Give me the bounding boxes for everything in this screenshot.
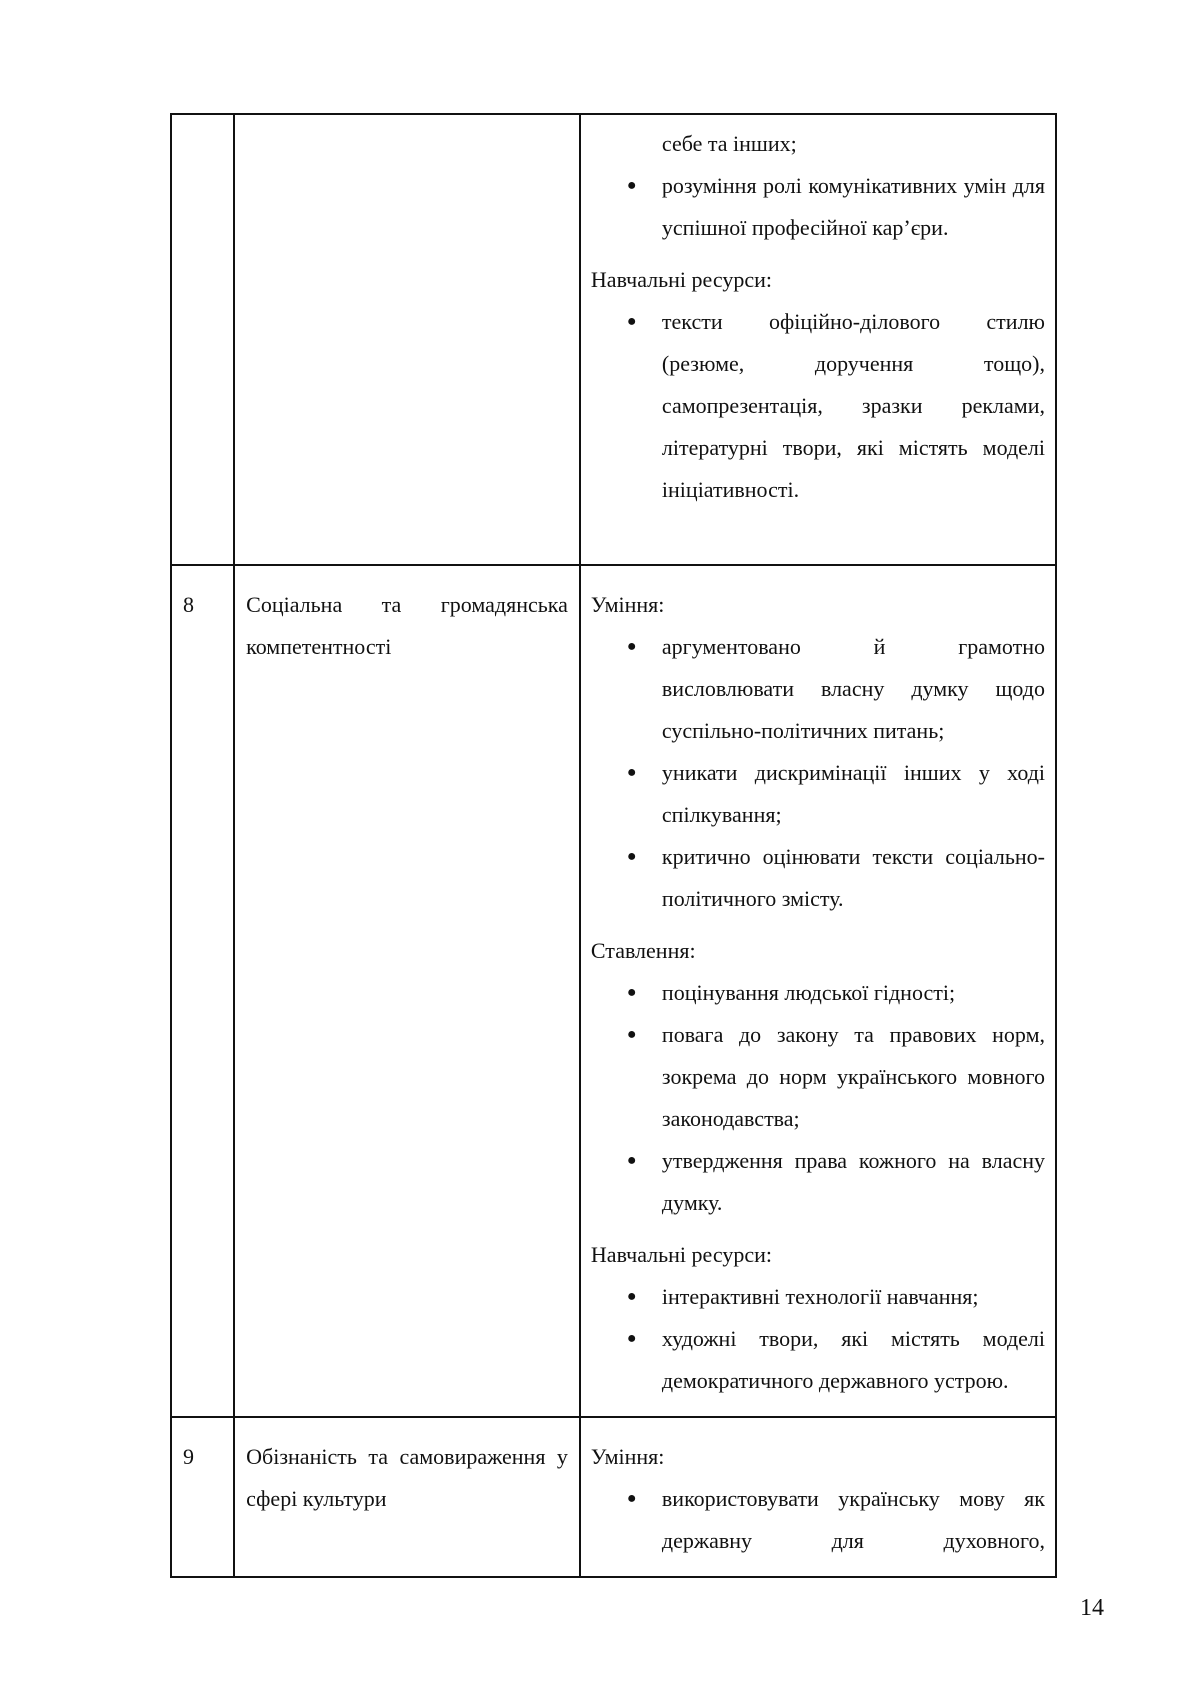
list-item-text: утвердження права кожного на власну думку. [661,1148,1045,1215]
competence-name: Соціальна та громадянська компетентності [234,565,580,1417]
list-item [591,626,1045,752]
list-item-text: повага до закону та правових норм, зокрема до норм українського мовного законодавства; [661,1022,1045,1131]
list-item-text: аргументовано й грамотно висловлювати власну думку щодо суспільно-політичних питань; [661,634,1045,743]
bullet-list [591,1276,1045,1402]
list-item [591,1140,1045,1224]
list-item [591,752,1045,836]
list-item-text: критично оцінювати тексти соціально-політичного змісту. [661,844,1045,911]
section-title: Уміння: [590,1444,665,1469]
section-title: Ставлення: [590,938,696,963]
list-item-text: уникати дискримінації інших у ході спілкування; [661,760,1045,827]
bullet-icon: ● [626,1490,637,1507]
list-item-text: розуміння ролі комунікативних умін для успішної професійної кар’єри. [661,173,1045,240]
bullet-icon: ● [626,1152,637,1169]
bullet-icon: ● [626,1026,637,1043]
bullet-icon: ● [626,177,637,194]
row-number: 8 [171,565,234,1417]
list-item [591,165,1045,249]
list-item [591,972,1045,1014]
section-attitudes [591,930,1045,1224]
section-title: Навчальні ресурси: [590,1242,772,1267]
section-title: Уміння: [590,592,665,617]
bullet-icon: ● [626,984,637,1001]
row-number: 9 [171,1417,234,1577]
row-number [171,114,234,565]
bullet-icon: ● [626,764,637,781]
content-cell [580,114,1056,565]
content-cell [580,1417,1056,1577]
table-row [171,114,1056,565]
list-item-text: використовувати українську мову як державну для духовного, [661,1486,1045,1553]
bullet-icon: ● [626,1330,637,1347]
list-item [591,1014,1045,1140]
content-cell [580,565,1056,1417]
competence-name: Обізнаність та самовираження у сфері культури [234,1417,580,1577]
bullet-list [591,165,1045,249]
list-item [591,301,1045,511]
section [591,259,1045,511]
bullet-list [591,626,1045,920]
list-item [591,1478,1045,1562]
competence-name [234,114,580,565]
bullet-list [591,972,1045,1224]
continuation-text: себе та інших; [661,131,797,156]
list-item-text: художні твори, які містять моделі демократичного державного устрою. [661,1326,1045,1393]
table-row [171,1417,1056,1577]
section-resources [591,1234,1045,1402]
list-item [591,1276,1045,1318]
section-skills [591,584,1045,920]
bullet-icon: ● [626,313,637,330]
section-title: Навчальні ресурси: [590,267,772,292]
list-item [591,1318,1045,1402]
list-item-text: поцінування людської гідності; [661,980,956,1005]
table-row [171,565,1056,1417]
section-skills [591,1436,1045,1562]
list-item [591,836,1045,920]
bullet-icon: ● [626,848,637,865]
list-item-text: інтерактивні технології навчання; [661,1284,979,1309]
list-item-text: тексти офіційно-ділового стилю (резюме, доручення тощо), самопрезентація, зразки реклами, літературні твори, які містять моделі ініціативності. [661,309,1045,502]
competence-table [170,113,1057,1578]
bullet-list [591,1478,1045,1562]
bullet-list [591,301,1045,511]
bullet-icon: ● [626,1288,637,1305]
bullet-icon: ● [626,638,637,655]
page-number: 14 [1080,1595,1104,1621]
